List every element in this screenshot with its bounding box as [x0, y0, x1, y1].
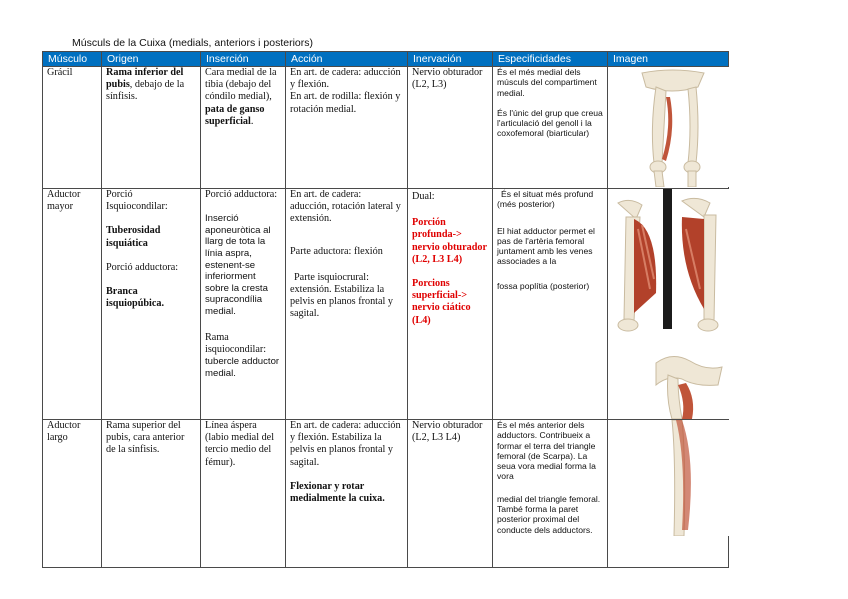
header-musculo: Músculo	[43, 52, 102, 67]
origen-bold: Rama inferior del pubis	[106, 67, 184, 91]
especificidades-text: És l'únic del grup que creua l'articulació del genoll i la coxofemoral (biarticular)	[497, 107, 603, 139]
cell-inervacion	[408, 189, 493, 420]
adductor-longus-illustration	[612, 420, 732, 536]
cell-musculo	[43, 420, 102, 568]
muscle-name: Aductor mayor	[47, 189, 81, 213]
cell-inervacion	[408, 67, 493, 189]
muscle-table	[42, 51, 729, 568]
insercion-text: Cara medial de la tibia (debajo del cóndilo medial),	[205, 67, 277, 103]
accion-line: Parte isquiocrural: extensión. Estabiliza la pelvis en planos frontal y sagital.	[290, 271, 393, 320]
cell-accion	[286, 67, 408, 189]
inervacion-text: Nervio obturador (L2, L3 L4)	[412, 420, 483, 444]
accion-line: En art. de cadera: aducción y flexión. Estabiliza la pelvis en planos frontal y sagital.	[290, 420, 401, 468]
origen-text: Porció adductora:	[106, 261, 179, 273]
gracilis-illustration	[612, 67, 732, 187]
muscle-name: Grácil	[47, 67, 73, 78]
origen-text: Porció Isquiocondilar:	[106, 189, 168, 213]
cell-origen	[102, 189, 201, 420]
inervacion-text: Nervio obturador (L2, L3)	[412, 67, 483, 91]
cell-origen	[102, 67, 201, 189]
insercion-text: tubercle adductor medial.	[205, 355, 280, 379]
muscle-name: Aductor largo	[47, 420, 81, 444]
especificidades-text: medial del triangle femoral. També forma la paret posterior proximal del conducte dels adductors.	[497, 493, 601, 535]
header-accion: Acción	[286, 52, 408, 67]
cell-especificidades	[493, 420, 608, 568]
header-origen: Origen	[102, 52, 201, 67]
origen-bold: Tuberosidad isquiática	[106, 225, 161, 249]
origen-bold: Branca isquiopúbica.	[106, 286, 165, 310]
cell-imagen	[608, 420, 729, 568]
cell-musculo	[43, 67, 102, 189]
cell-insercion	[201, 189, 286, 420]
origen-text: Rama superior del pubis, cara anterior de la sínfisis.	[106, 420, 185, 456]
table-row	[43, 420, 729, 568]
cell-imagen	[608, 67, 729, 189]
insercion-text: Inserció aponeuròtica al llarg de tota la línia aspra, estenent-se inferiorment sobre la cresta supracondília medial.	[205, 213, 271, 317]
accion-line: En art. de cadera: aducción, rotación lateral y extensión.	[290, 189, 401, 225]
insercion-text: Porció adductora:	[205, 189, 278, 200]
cell-insercion	[201, 67, 286, 189]
accion-bold: Flexionar y rotar medialmente la cuixa.	[290, 480, 385, 505]
especificidades-text: És el situat més profund (més posterior)	[497, 189, 594, 210]
cell-origen	[102, 420, 201, 568]
especificidades-text: És el més medial dels músculs del compartiment medial.	[497, 67, 597, 98]
cell-accion	[286, 189, 408, 420]
cell-especificidades	[493, 67, 608, 189]
adductor-magnus-illustration	[612, 189, 732, 419]
table-header-row	[43, 52, 729, 67]
insercion-bold: pata de ganso superficial	[205, 103, 265, 127]
accion-line: En art. de cadera: aducción y flexión.	[290, 67, 401, 91]
especificidades-text: fossa poplítia (posterior)	[497, 280, 590, 291]
insercion-text: Línea áspera (labio medial del tercio medio del fémur).	[205, 420, 275, 468]
cell-accion	[286, 420, 408, 568]
especificidades-text: És el més anterior dels adductors. Contribueix a formar el terra del triangle femoral (de Scarpa). La seua vora medial forma la vora	[497, 420, 596, 482]
especificidades-text: El hiat adductor permet el pas de l'artèria femoral juntament amb les venes associades a la	[497, 225, 595, 267]
cell-especificidades	[493, 189, 608, 420]
inervacion-profunda: Porción profunda-> nervio obturador (L2, L3 L4)	[412, 217, 487, 265]
document-title: Músculs de la Cuixa (medials, anteriors i posteriors)	[72, 37, 314, 49]
accion-line: Parte aductora: flexión	[290, 245, 383, 257]
insercion-text: Rama isquiocondilar:	[205, 331, 267, 355]
insercion-end: .	[250, 115, 254, 127]
accion-line: En art. de rodilla: flexión y rotación medial.	[290, 91, 401, 115]
header-especificidades: Especificidades	[493, 52, 608, 67]
table-row	[43, 67, 729, 189]
origen-text: , debajo de la sínfisis.	[106, 79, 185, 103]
cell-musculo	[43, 189, 102, 420]
table-row	[43, 189, 729, 420]
cell-imagen	[608, 189, 729, 420]
header-inervacion: Inervación	[408, 52, 493, 67]
header-imagen: Imagen	[608, 52, 729, 67]
header-insercion: Inserción	[201, 52, 286, 67]
inervacion-text: Dual:	[412, 191, 435, 202]
cell-insercion	[201, 420, 286, 568]
cell-inervacion	[408, 420, 493, 568]
inervacion-superficial: Porcions superficial-> nervio ciático (L4)	[412, 278, 471, 326]
